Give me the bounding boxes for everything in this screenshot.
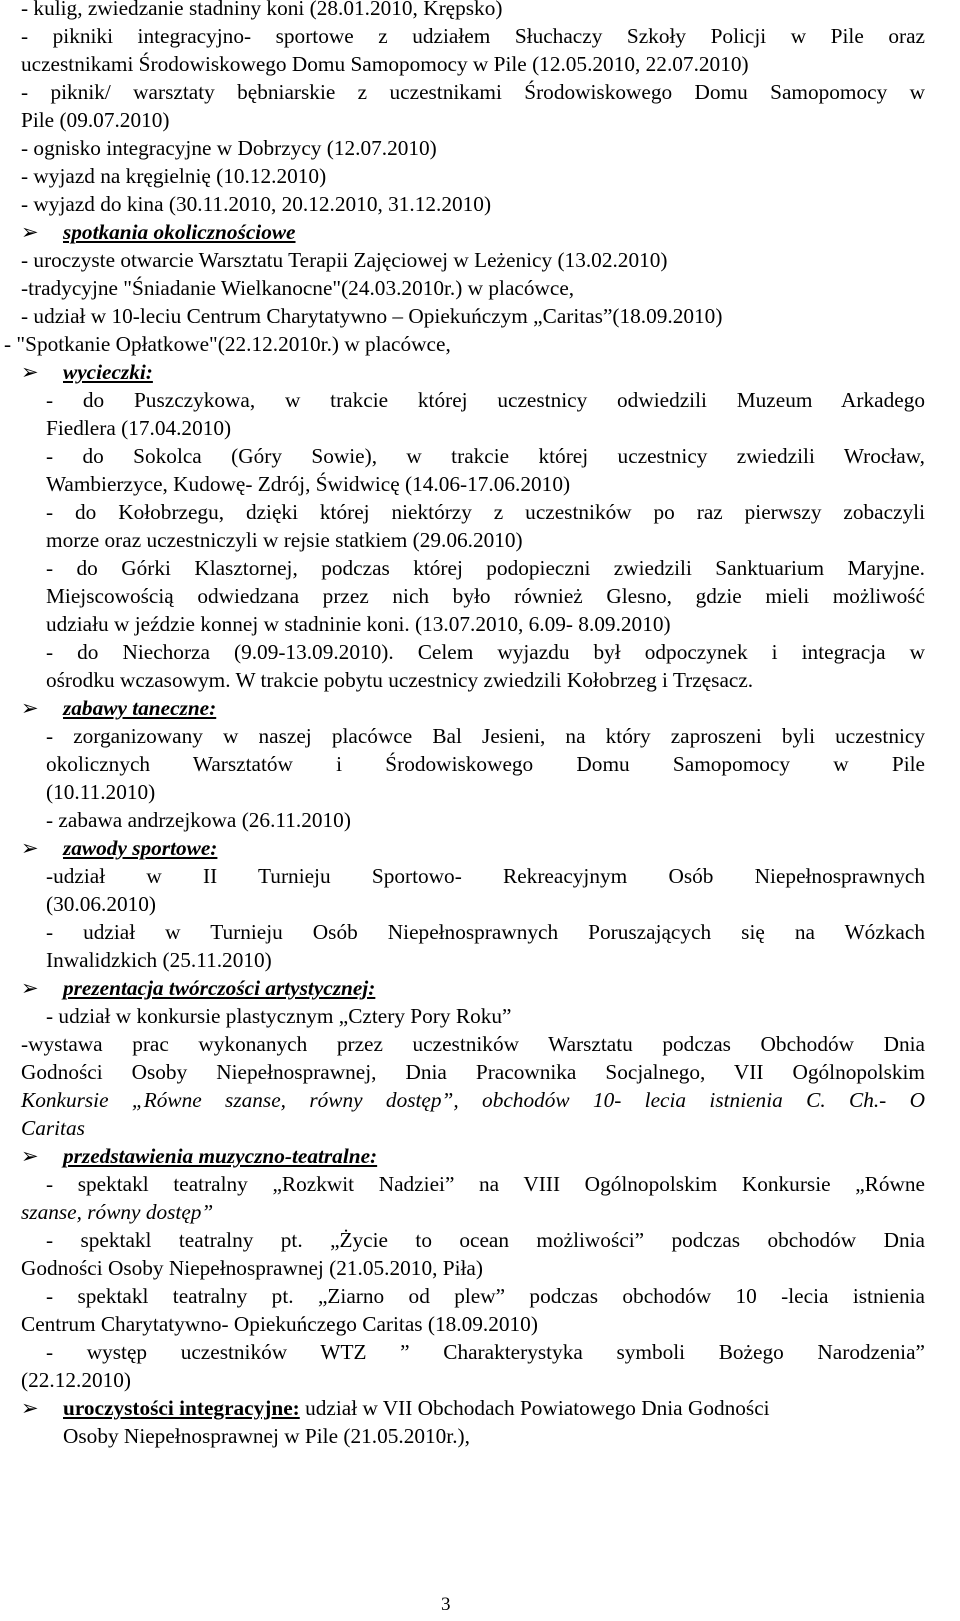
text-line: -wystawa prac wykonanych przez uczestników Warsztatu podczas Obchodów Dnia	[21, 1032, 925, 1056]
section-heading: zabawy taneczne:	[63, 696, 217, 720]
text-line: Caritas	[21, 1116, 85, 1140]
text-line: Miejscowością odwiedzana przez nich było również Glesno, gdzie mieli możliwość	[46, 584, 925, 608]
text-line: - udział w Turnieju Osób Niepełnosprawnych Poruszających się na Wózkach	[46, 920, 925, 944]
text-line: - pikniki integracyjno- sportowe z udziałem Słuchaczy Szkoły Policji w Pile oraz	[21, 24, 925, 48]
section-heading: uroczystości integracyjne:	[63, 1396, 300, 1420]
text-line: -udział w II Turnieju Sportowo- Rekreacyjnym Osób Niepełnosprawnych	[46, 864, 925, 888]
section-heading: wycieczki:	[63, 360, 153, 384]
text-line: uczestnikami Środowiskowego Domu Samopomocy w Pile (12.05.2010, 22.07.2010)	[21, 52, 749, 76]
text-line: okolicznych Warsztatów i Środowiskowego Domu Samopomocy w Pile	[46, 752, 925, 776]
section-heading: przedstawienia muzyczno-teatralne:	[63, 1144, 378, 1168]
text-line: - uroczyste otwarcie Warsztatu Terapii Zajęciowej w Leżenicy (13.02.2010)	[21, 248, 668, 272]
arrow-bullet-icon: ➢	[21, 360, 39, 384]
arrow-bullet-icon: ➢	[21, 1396, 39, 1420]
text-line: Fiedlera (17.04.2010)	[46, 416, 232, 440]
arrow-bullet-icon: ➢	[21, 976, 39, 1000]
section-heading: spotkania okolicznościowe	[63, 220, 296, 244]
text-line: - "Spotkanie Opłatkowe"(22.12.2010r.) w placówce,	[4, 332, 451, 356]
text-line: (22.12.2010)	[21, 1368, 132, 1392]
text-line: Osoby Niepełnosprawnej w Pile (21.05.2010r.),	[63, 1424, 470, 1448]
text-line: morze oraz uczestniczyli w rejsie statkiem (29.06.2010)	[46, 528, 523, 552]
text-line: - zorganizowany w naszej placówce Bal Jesieni, na który zaproszeni byli uczestnicy	[46, 724, 925, 748]
text-line: - do Kołobrzegu, dzięki której niektórzy z uczestników po raz pierwszy zobaczyli	[46, 500, 925, 524]
arrow-bullet-icon: ➢	[21, 1144, 39, 1168]
arrow-bullet-icon: ➢	[21, 220, 39, 244]
text-line: - do Puszczykowa, w trakcie której uczestnicy odwiedzili Muzeum Arkadego	[46, 388, 925, 412]
text-line: - spektakl teatralny pt. „Ziarno od plew” podczas obchodów 10 -lecia istnienia	[46, 1284, 925, 1308]
text-line: Konkursie „Równe szanse, równy dostęp”, obchodów 10- lecia istnienia C. Ch.- O	[21, 1088, 925, 1112]
text-line: - występ uczestników WTZ ” Charakterystyka symboli Bożego Narodzenia”	[46, 1340, 925, 1364]
text-line: Pile (09.07.2010)	[21, 108, 170, 132]
page-number: 3	[441, 1594, 451, 1615]
text-line: Godności Osoby Niepełnosprawnej (21.05.2010, Piła)	[21, 1256, 483, 1280]
text-line: - spektakl teatralny pt. „Życie to ocean możliwości” podczas obchodów Dnia	[46, 1228, 925, 1252]
text-line: Wambierzyce, Kudowę- Zdrój, Świdwicę (14.06-17.06.2010)	[46, 472, 571, 496]
text-line: - ognisko integracyjne w Dobrzycy (12.07.2010)	[21, 136, 437, 160]
text-line	[63, 1394, 770, 1422]
text-line: Godności Osoby Niepełnosprawnej, Dnia Pracownika Socjalnego, VII Ogólnopolskim	[21, 1060, 925, 1084]
text-line: - do Niechorza (9.09-13.09.2010). Celem wyjazdu był odpoczynek i integracja w	[46, 640, 925, 664]
text-line: - zabawa andrzejkowa (26.11.2010)	[46, 808, 351, 832]
text-line: ośrodku wczasowym. W trakcie pobytu uczestnicy zwiedzili Kołobrzeg i Trzęsacz.	[46, 668, 754, 692]
arrow-bullet-icon: ➢	[21, 836, 39, 860]
text-line: - do Sokolca (Góry Sowie), w trakcie której uczestnicy zwiedzili Wrocław,	[46, 444, 925, 468]
arrow-bullet-icon: ➢	[21, 696, 39, 720]
text-line: - kulig, zwiedzanie stadniny koni (28.01.2010, Krępsko)	[21, 0, 503, 20]
text-line: -tradycyjne "Śniadanie Wielkanocne"(24.03.2010r.) w placówce,	[21, 276, 575, 300]
section-heading: prezentacja twórczości artystycznej:	[63, 976, 376, 1000]
text-line: udziału w jeździe konnej w stadninie koni. (13.07.2010, 6.09- 8.09.2010)	[46, 612, 671, 636]
text-line: Centrum Charytatywno- Opiekuńczego Caritas (18.09.2010)	[21, 1312, 538, 1336]
text-line: - do Górki Klasztornej, podczas której podopieczni zwiedzili Sanktuarium Maryjne.	[46, 556, 925, 580]
text-line: Inwalidzkich (25.11.2010)	[46, 948, 272, 972]
text-line: szanse, równy dostęp”	[21, 1200, 214, 1224]
text-line: - spektakl teatralny „Rozkwit Nadziei” na VIII Ogólnopolskim Konkursie „Równe	[46, 1172, 925, 1196]
section-heading: zawody sportowe:	[63, 836, 218, 860]
text-line: - udział w 10-leciu Centrum Charytatywno – Opiekuńczym „Caritas”(18.09.2010)	[21, 304, 723, 328]
text-line: - wyjazd na kręgielnię (10.12.2010)	[21, 164, 327, 188]
section-text: udział w VII Obchodach Powiatowego Dnia Godności	[299, 1396, 770, 1420]
text-line: - udział w konkursie plastycznym „Cztery Pory Roku”	[46, 1004, 512, 1028]
text-line: (30.06.2010)	[46, 892, 157, 916]
text-line: - wyjazd do kina (30.11.2010, 20.12.2010, 31.12.2010)	[21, 192, 492, 216]
text-line: (10.11.2010)	[46, 780, 156, 804]
text-line: - piknik/ warsztaty bębniarskie z uczestnikami Środowiskowego Domu Samopomocy w	[21, 80, 925, 104]
